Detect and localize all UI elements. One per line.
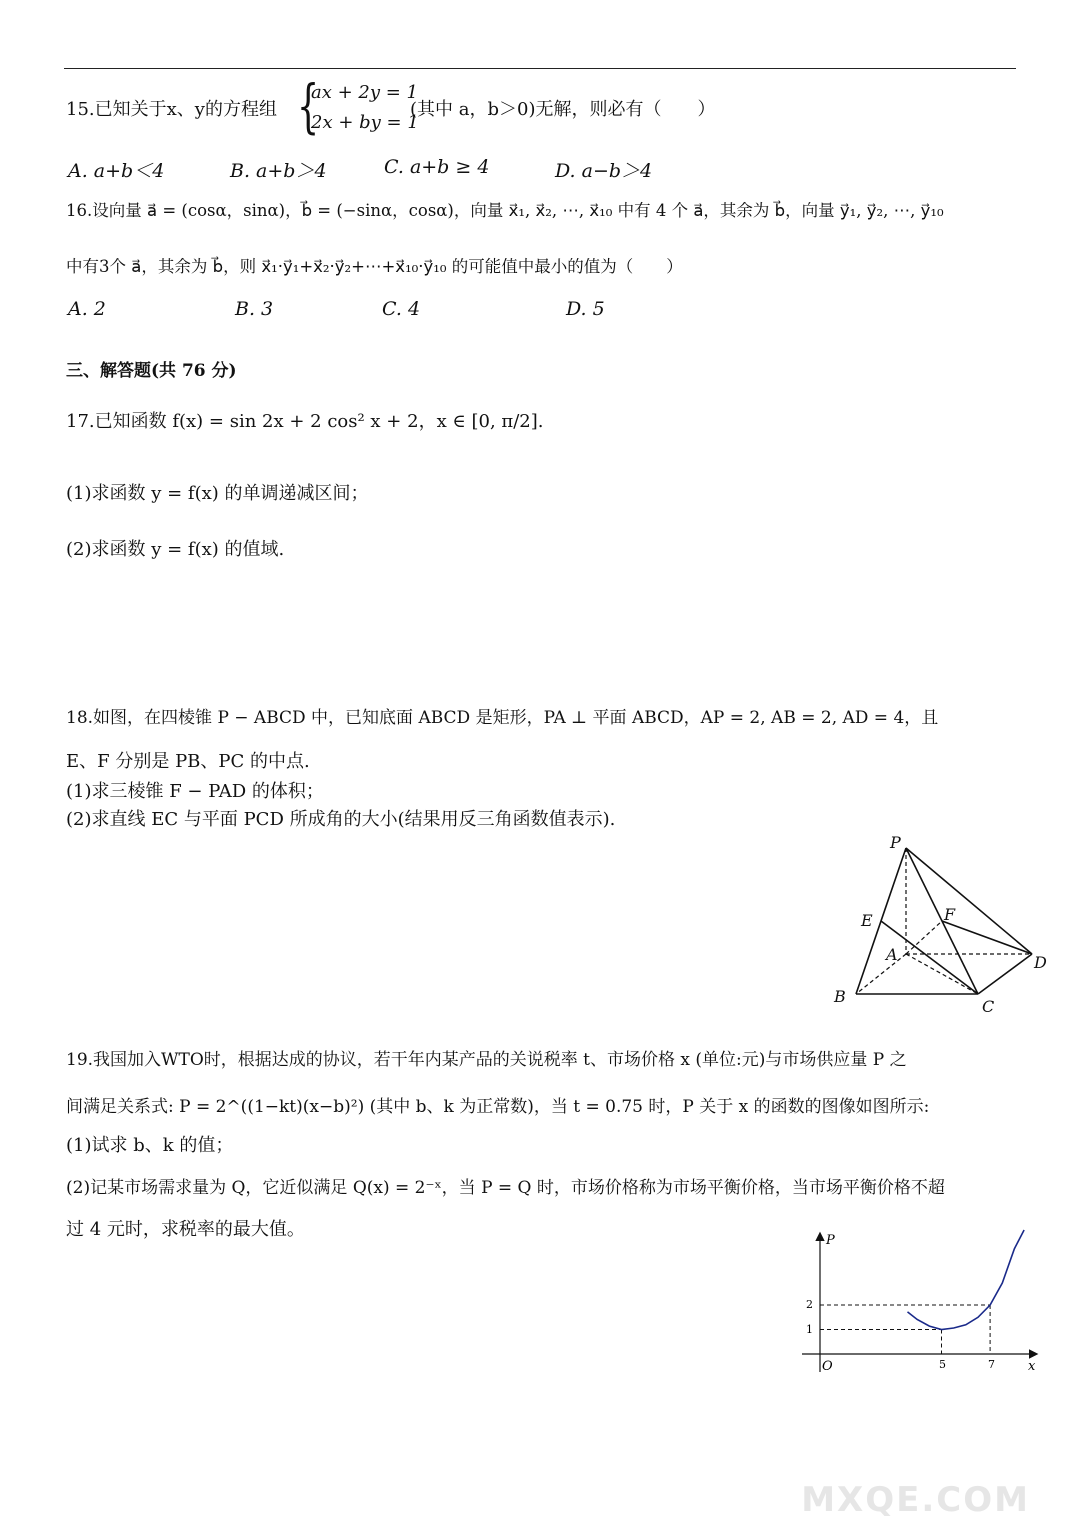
segment-af bbox=[906, 921, 942, 954]
q16-line2: 中有3个 a⃗，其余为 b⃗，则 x⃗₁·y⃗₁+x⃗₂·y⃗₂+⋯+x⃗₁₀·y⃗₁₀ 的可能值中最小的值为（ ） bbox=[66, 257, 683, 276]
q15-stem-tail: (其中 a，b＞0)无解，则必有（ ） bbox=[410, 99, 716, 120]
y-tick-1: 1 bbox=[806, 1323, 813, 1336]
q16-option-c: C. 4 bbox=[382, 298, 421, 320]
q15-eq2: 2x + by = 1 bbox=[311, 112, 419, 133]
q19-part1: (1)试求 b、k 的值； bbox=[66, 1135, 234, 1156]
q19-part2b: 过 4 元时，求税率的最大值。 bbox=[66, 1219, 305, 1240]
y-tick-2: 2 bbox=[806, 1298, 813, 1311]
q18-line2: E、F 分别是 PB、PC 的中点. bbox=[66, 751, 310, 772]
q19-line2: 间满足关系式: P = 2^((1−kt)(x−b)²) (其中 b、k 为正常数)，当 t = 0.75 时，P 关于 x 的函数的图像如图所示: bbox=[66, 1097, 930, 1117]
q17-stem: 17.已知函数 f(x) = sin 2x + 2 cos² x + 2，x ∈ [0, π/2]. bbox=[66, 411, 544, 432]
q16-option-a: A. 2 bbox=[68, 298, 106, 320]
edge-cd bbox=[978, 954, 1032, 994]
x-axis-label: x bbox=[1028, 1359, 1036, 1374]
supply-curve bbox=[908, 1230, 1025, 1330]
q18-part2: (2)求直线 EC 与平面 PCD 所成角的大小(结果用反三角函数值表示). bbox=[66, 809, 616, 830]
label-e: E bbox=[861, 911, 873, 930]
edge-pd bbox=[906, 848, 1032, 954]
q18-line1: 18.如图，在四棱锥 P − ABCD 中，已知底面 ABCD 是矩形，PA ⊥ 平面 ABCD，AP = 2, AB = 2, AD = 4，且 bbox=[66, 708, 939, 728]
q16-option-d: D. 5 bbox=[566, 298, 605, 320]
origin-label: O bbox=[822, 1359, 833, 1374]
q19-line1: 19.我国加入WTO时，根据达成的协议，若干年内某产品的关说税率 t、市场价格 x (单位:元)与市场供应量 P 之 bbox=[66, 1050, 907, 1070]
pyramid-figure bbox=[820, 828, 1060, 1018]
label-a: A bbox=[886, 945, 898, 964]
q15-option-b: B. a+b＞4 bbox=[230, 160, 327, 182]
price-supply-graph bbox=[796, 1226, 1046, 1376]
q17-part2: (2)求函数 y = f(x) 的值域. bbox=[66, 539, 285, 560]
q15-option-a: A. a+b＜4 bbox=[68, 160, 165, 182]
segment-ac bbox=[906, 954, 978, 994]
q15-option-c: C. a+b ≥ 4 bbox=[384, 156, 490, 178]
header-rule bbox=[64, 68, 1016, 69]
label-f: F bbox=[944, 905, 956, 924]
q18-part1: (1)求三棱锥 F − PAD 的体积； bbox=[66, 781, 324, 802]
watermark: MXQE.COM bbox=[801, 1480, 1030, 1520]
q16-option-b: B. 3 bbox=[235, 298, 274, 320]
q15-option-d: D. a−b＞4 bbox=[555, 160, 653, 182]
q17-part1: (1)求函数 y = f(x) 的单调递减区间； bbox=[66, 483, 369, 504]
q19-part2a: (2)记某市场需求量为 Q，它近似满足 Q(x) = 2⁻ˣ，当 P = Q 时，市场价格称为市场平衡价格，当市场平衡价格不超 bbox=[66, 1178, 945, 1198]
label-p: P bbox=[890, 833, 901, 852]
x-tick-7: 7 bbox=[988, 1358, 995, 1371]
label-c: C bbox=[982, 997, 995, 1016]
y-axis-label: P bbox=[826, 1233, 835, 1248]
q15-eq1: ax + 2y = 1 bbox=[311, 82, 419, 103]
label-b: B bbox=[834, 987, 846, 1006]
left-brace-icon: { bbox=[297, 72, 320, 140]
x-tick-5: 5 bbox=[939, 1358, 946, 1371]
q16-line1: 16.设向量 a⃗ = (cosα，sinα)，b⃗ = (−sinα，cosα)，向量 x⃗₁, x⃗₂, ⋯, x⃗₁₀ 中有 4 个 a⃗，其余为 b⃗，向量 y⃗₁, y⃗₂, ⋯, y⃗₁₀ bbox=[66, 201, 944, 220]
q15-stem: 15.已知关于x、y的方程组 bbox=[66, 99, 277, 120]
q15-equation-system bbox=[297, 72, 419, 140]
section-heading: 三、解答题(共 76 分) bbox=[66, 361, 237, 381]
label-d: D bbox=[1034, 953, 1047, 972]
